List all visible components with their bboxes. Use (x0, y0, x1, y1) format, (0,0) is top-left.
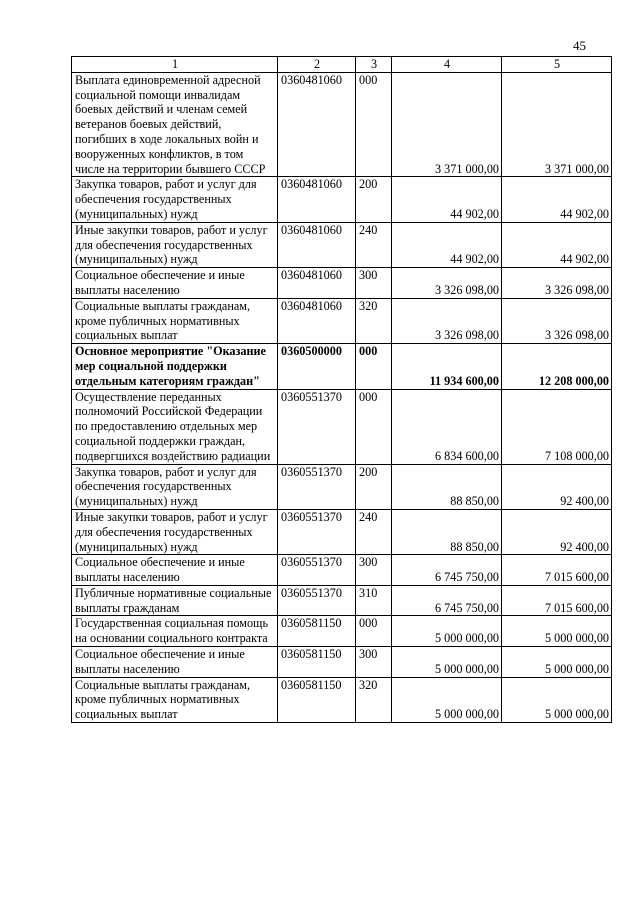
row-year2-amount-cell: 5 000 000,00 (502, 677, 612, 722)
row-year1-amount-cell: 88 850,00 (392, 509, 502, 554)
row-year1-amount-cell: 5 000 000,00 (392, 677, 502, 722)
row-year2-amount-cell: 5 000 000,00 (502, 616, 612, 647)
table-row (72, 464, 612, 509)
row-type-cell: 000 (356, 344, 392, 389)
row-year1-amount-cell: 6 834 600,00 (392, 389, 502, 464)
row-name-cell: Социальные выплаты гражданам, кроме публичных нормативных социальных выплат (72, 298, 278, 343)
row-type-cell: 300 (356, 555, 392, 586)
budget-table-body (72, 57, 612, 723)
row-type-cell: 000 (356, 72, 392, 177)
row-name-cell: Иные закупки товаров, работ и услуг для обеспечения государственных (муниципальных) нужд (72, 509, 278, 554)
row-name-cell: Осуществление переданных полномочий Российской Федерации по предоставлению отдельных мер социальной поддержки граждан, подвергшихся воздействию радиации (72, 389, 278, 464)
table-row (72, 555, 612, 586)
row-code-cell: 0360551370 (278, 464, 356, 509)
row-type-cell: 300 (356, 268, 392, 299)
row-code-cell: 0360481060 (278, 72, 356, 177)
row-type-cell: 320 (356, 298, 392, 343)
row-type-cell: 320 (356, 677, 392, 722)
row-type-cell: 000 (356, 389, 392, 464)
row-code-cell: 0360581150 (278, 616, 356, 647)
page-number: 45 (573, 38, 586, 53)
row-year1-amount-cell: 5 000 000,00 (392, 647, 502, 678)
row-year1-amount-cell: 44 902,00 (392, 177, 502, 222)
row-name-cell: Государственная социальная помощь на основании социального контракта (72, 616, 278, 647)
row-year1-amount-cell: 3 326 098,00 (392, 268, 502, 299)
table-row (72, 268, 612, 299)
row-code-cell: 0360481060 (278, 268, 356, 299)
row-year1-amount-cell: 6 745 750,00 (392, 585, 502, 616)
row-code-cell: 0360481060 (278, 177, 356, 222)
row-type-cell: 240 (356, 222, 392, 267)
table-row (72, 177, 612, 222)
row-code-cell: 0360500000 (278, 344, 356, 389)
row-year1-amount-cell: 3 371 000,00 (392, 72, 502, 177)
header-col-5: 5 (502, 57, 612, 73)
row-code-cell: 0360481060 (278, 222, 356, 267)
row-name-cell: Основное мероприятие "Оказание мер социальной поддержки отдельным категориям граждан" (72, 344, 278, 389)
row-code-cell: 0360551370 (278, 509, 356, 554)
table-row (72, 389, 612, 464)
table-row (72, 585, 612, 616)
row-code-cell: 0360581150 (278, 677, 356, 722)
table-row (72, 677, 612, 722)
row-year2-amount-cell: 7 015 600,00 (502, 555, 612, 586)
row-year2-amount-cell: 5 000 000,00 (502, 647, 612, 678)
row-year2-amount-cell: 7 108 000,00 (502, 389, 612, 464)
row-code-cell: 0360551370 (278, 585, 356, 616)
row-type-cell: 240 (356, 509, 392, 554)
row-name-cell: Социальное обеспечение и иные выплаты населению (72, 555, 278, 586)
row-year2-amount-cell: 92 400,00 (502, 509, 612, 554)
table-row (72, 509, 612, 554)
row-year1-amount-cell: 3 326 098,00 (392, 298, 502, 343)
row-year1-amount-cell: 88 850,00 (392, 464, 502, 509)
table-row (72, 344, 612, 389)
row-name-cell: Закупка товаров, работ и услуг для обеспечения государственных (муниципальных) нужд (72, 464, 278, 509)
row-type-cell: 000 (356, 616, 392, 647)
row-name-cell: Выплата единовременной адресной социальной помощи инвалидам боевых действий и членам семей ветеранов боевых действий, погибших в ходе локальных войн и вооруженных конфликтов, в том числе на территории бывшего СССР (72, 72, 278, 177)
row-name-cell: Публичные нормативные социальные выплаты гражданам (72, 585, 278, 616)
table-row (72, 222, 612, 267)
row-name-cell: Социальное обеспечение и иные выплаты населению (72, 647, 278, 678)
row-name-cell: Закупка товаров, работ и услуг для обеспечения государственных (муниципальных) нужд (72, 177, 278, 222)
row-year2-amount-cell: 3 326 098,00 (502, 268, 612, 299)
row-year2-amount-cell: 12 208 000,00 (502, 344, 612, 389)
row-name-cell: Иные закупки товаров, работ и услуг для обеспечения государственных (муниципальных) нужд (72, 222, 278, 267)
header-col-2: 2 (278, 57, 356, 73)
row-type-cell: 300 (356, 647, 392, 678)
row-year2-amount-cell: 3 326 098,00 (502, 298, 612, 343)
row-name-cell: Социальное обеспечение и иные выплаты населению (72, 268, 278, 299)
budget-table (71, 56, 612, 723)
row-year1-amount-cell: 5 000 000,00 (392, 616, 502, 647)
row-code-cell: 0360481060 (278, 298, 356, 343)
row-code-cell: 0360551370 (278, 389, 356, 464)
row-type-cell: 310 (356, 585, 392, 616)
row-year2-amount-cell: 44 902,00 (502, 177, 612, 222)
table-header-row (72, 57, 612, 73)
table-row (72, 616, 612, 647)
row-type-cell: 200 (356, 177, 392, 222)
table-row (72, 298, 612, 343)
header-col-3: 3 (356, 57, 392, 73)
row-name-cell: Социальные выплаты гражданам, кроме публичных нормативных социальных выплат (72, 677, 278, 722)
header-col-4: 4 (392, 57, 502, 73)
row-type-cell: 200 (356, 464, 392, 509)
header-col-1: 1 (72, 57, 278, 73)
row-year1-amount-cell: 6 745 750,00 (392, 555, 502, 586)
row-year2-amount-cell: 7 015 600,00 (502, 585, 612, 616)
row-code-cell: 0360551370 (278, 555, 356, 586)
row-year2-amount-cell: 92 400,00 (502, 464, 612, 509)
row-code-cell: 0360581150 (278, 647, 356, 678)
row-year2-amount-cell: 44 902,00 (502, 222, 612, 267)
table-row (72, 647, 612, 678)
row-year1-amount-cell: 44 902,00 (392, 222, 502, 267)
table-row (72, 72, 612, 177)
row-year1-amount-cell: 11 934 600,00 (392, 344, 502, 389)
row-year2-amount-cell: 3 371 000,00 (502, 72, 612, 177)
